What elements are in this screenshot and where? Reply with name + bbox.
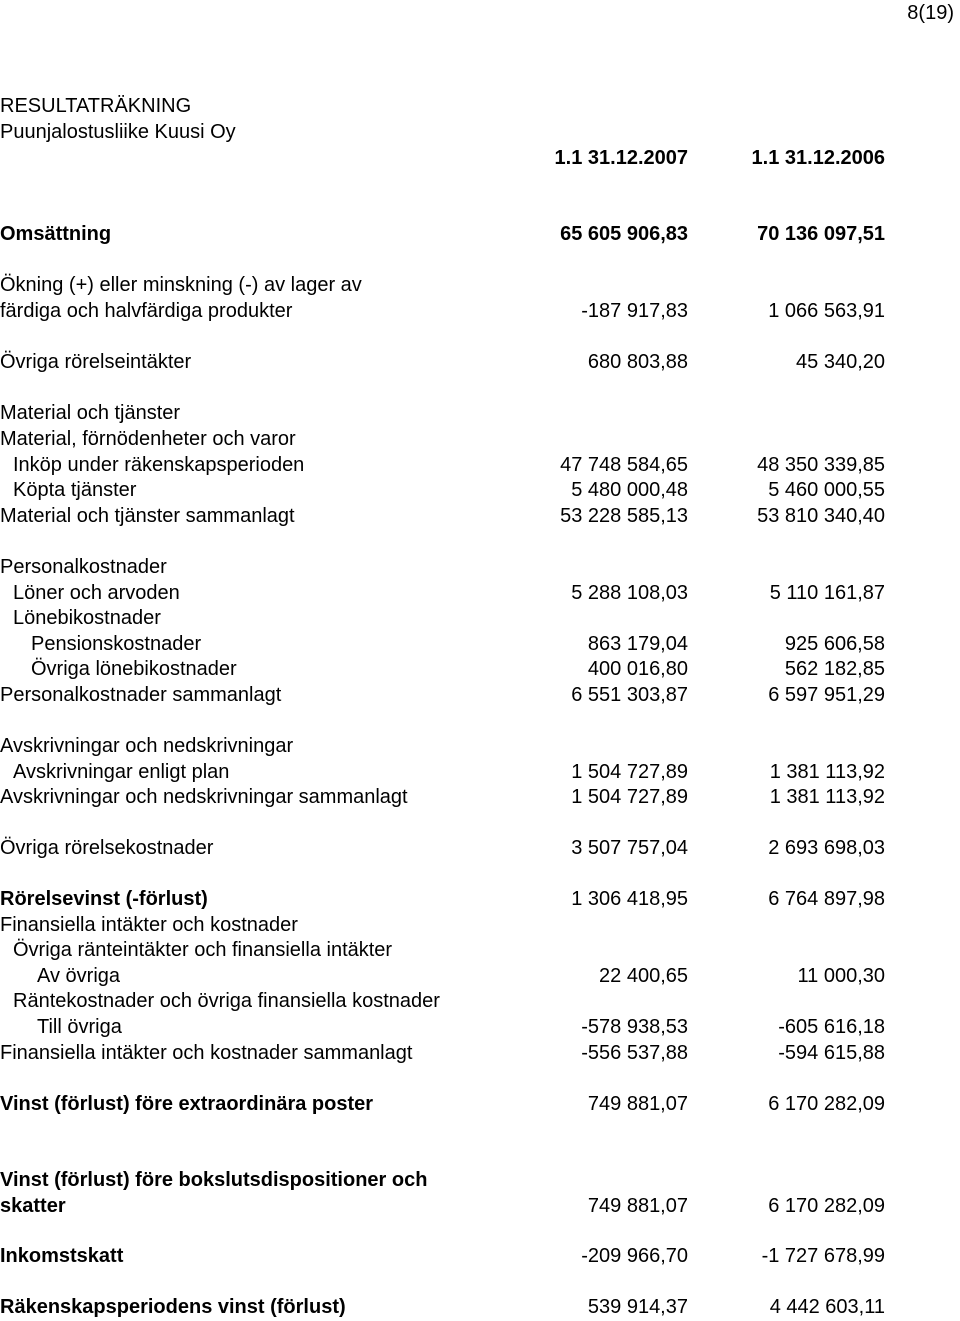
value-2007: 400 016,80 bbox=[587, 658, 688, 680]
row-vinst-fore-bokslut-heading bbox=[0, 1167, 900, 1193]
row-inkop bbox=[0, 452, 900, 478]
value-2007: 863 179,04 bbox=[587, 633, 688, 655]
row-lager-produkter bbox=[0, 298, 900, 324]
row-label: Övriga lönebikostnader bbox=[31, 658, 237, 680]
row-kopta-tjanster bbox=[0, 477, 900, 503]
row-label: Rörelsevinst (-förlust) bbox=[0, 888, 208, 910]
row-label: Pensionskostnader bbox=[31, 633, 202, 655]
row-label: Omsättning bbox=[0, 223, 112, 245]
row-avskrivningar-heading bbox=[0, 733, 900, 759]
row-label: skatter bbox=[0, 1195, 66, 1217]
value-2007: 47 748 584,65 bbox=[560, 454, 688, 476]
row-label: färdiga och halvfärdiga produkter bbox=[0, 300, 293, 322]
row-till-ovriga bbox=[0, 1014, 900, 1040]
row-av-ovriga bbox=[0, 963, 900, 989]
value-2007: 1 306 418,95 bbox=[571, 888, 688, 910]
row-ovriga-lonebikostnader bbox=[0, 656, 900, 682]
value-2007: 3 507 757,04 bbox=[571, 837, 688, 859]
row-material-varor bbox=[0, 426, 900, 452]
value-2006: -594 615,88 bbox=[778, 1042, 885, 1064]
value-2007: 65 605 906,83 bbox=[560, 223, 688, 245]
value-2006: 5 110 161,87 bbox=[769, 582, 885, 604]
row-lager-heading bbox=[0, 272, 900, 298]
row-finansiella-heading bbox=[0, 912, 900, 938]
value-2007: 6 551 303,87 bbox=[571, 684, 688, 706]
value-2006: 48 350 339,85 bbox=[757, 454, 885, 476]
value-2006: 11 000,30 bbox=[797, 965, 885, 987]
row-label: Till övriga bbox=[37, 1016, 122, 1038]
value-2006: 70 136 097,51 bbox=[757, 223, 885, 245]
row-label: Av övriga bbox=[37, 965, 121, 987]
value-2007: -209 966,70 bbox=[581, 1245, 688, 1267]
row-personal-heading bbox=[0, 554, 900, 580]
row-vinst-fore-bokslut bbox=[0, 1193, 900, 1219]
row-loner bbox=[0, 580, 900, 606]
page-number: 8(19) bbox=[907, 2, 954, 24]
row-label: Vinst (förlust) före bokslutsdispositioner och bbox=[0, 1169, 428, 1191]
value-2007: 53 228 585,13 bbox=[560, 505, 688, 527]
row-label: Avskrivningar och nedskrivningar sammanlagt bbox=[0, 786, 408, 808]
row-label: Finansiella intäkter och kostnader bbox=[0, 914, 298, 936]
row-label: Övriga ränteintäkter och finansiella intäkter bbox=[13, 939, 393, 961]
value-2007: 1 504 727,89 bbox=[571, 786, 688, 808]
row-personal-sammanlagt bbox=[0, 682, 900, 708]
value-2006: 925 606,58 bbox=[784, 633, 885, 655]
value-2007: 22 400,65 bbox=[599, 965, 688, 987]
row-label: Personalkostnader sammanlagt bbox=[0, 684, 282, 706]
row-label: Material och tjänster sammanlagt bbox=[0, 505, 295, 527]
value-2007: 5 288 108,03 bbox=[571, 582, 688, 604]
row-label: Ökning (+) eller minskning (-) av lager av bbox=[0, 274, 362, 296]
row-label: Avskrivningar enligt plan bbox=[13, 761, 230, 783]
row-label: Löner och arvoden bbox=[13, 582, 180, 604]
row-label: Räkenskapsperiodens vinst (förlust) bbox=[0, 1296, 346, 1318]
row-label: Material och tjänster bbox=[0, 402, 181, 424]
value-2006: 4 442 603,11 bbox=[769, 1296, 885, 1318]
row-material-sammanlagt bbox=[0, 503, 900, 529]
value-2006: 6 170 282,09 bbox=[768, 1093, 885, 1115]
value-2006: -1 727 678,99 bbox=[761, 1245, 885, 1267]
row-label: Avskrivningar och nedskrivningar bbox=[0, 735, 294, 757]
value-2006: 53 810 340,40 bbox=[757, 505, 885, 527]
value-2007: 5 480 000,48 bbox=[571, 479, 688, 501]
row-label: Personalkostnader bbox=[0, 556, 167, 578]
row-label: Räntekostnader och övriga finansiella kostnader bbox=[13, 990, 440, 1012]
value-2007: 749 881,07 bbox=[587, 1093, 688, 1115]
value-2006: 5 460 000,55 bbox=[768, 479, 885, 501]
value-2007: 1 504 727,89 bbox=[571, 761, 688, 783]
row-avskrivningar-plan bbox=[0, 759, 900, 785]
row-label: Köpta tjänster bbox=[13, 479, 137, 501]
row-label: Övriga rörelseintäkter bbox=[0, 351, 192, 373]
value-2007: 749 881,07 bbox=[587, 1195, 688, 1217]
row-lonebikostnader-heading bbox=[0, 605, 900, 631]
value-2006: 6 764 897,98 bbox=[768, 888, 885, 910]
row-label: Övriga rörelsekostnader bbox=[0, 837, 214, 859]
row-omsattning bbox=[0, 221, 900, 247]
row-material-heading bbox=[0, 400, 900, 426]
row-label: Finansiella intäkter och kostnader sammanlagt bbox=[0, 1042, 413, 1064]
value-2007: 539 914,37 bbox=[587, 1296, 688, 1318]
row-label: Inköp under räkenskapsperioden bbox=[13, 454, 305, 476]
row-ovriga-rorelseintakter bbox=[0, 349, 900, 375]
row-rantekostnader-heading bbox=[0, 988, 900, 1014]
row-finansiella-sammanlagt bbox=[0, 1040, 900, 1066]
row-rorelsevinst bbox=[0, 886, 900, 912]
company-name: Puunjalostusliike Kuusi Oy bbox=[0, 121, 236, 143]
value-2006: 562 182,85 bbox=[784, 658, 885, 680]
period-header-2006: 1.1 31.12.2006 bbox=[751, 147, 885, 169]
value-2006: -605 616,18 bbox=[778, 1016, 885, 1038]
value-2006: 1 381 113,92 bbox=[769, 786, 885, 808]
document-title: RESULTATRÄKNING bbox=[0, 95, 192, 117]
period-header-2007: 1.1 31.12.2007 bbox=[554, 147, 688, 169]
row-ovriga-rorelsekostnader bbox=[0, 835, 900, 861]
value-2006: 6 170 282,09 bbox=[768, 1195, 885, 1217]
row-pension bbox=[0, 631, 900, 657]
value-2007: 680 803,88 bbox=[587, 351, 688, 373]
row-label: Lönebikostnader bbox=[13, 607, 161, 629]
row-ranteintakter-heading bbox=[0, 937, 900, 963]
row-vinst-fore-extraordinara bbox=[0, 1091, 900, 1117]
row-inkomstskatt bbox=[0, 1243, 900, 1269]
value-2006: 6 597 951,29 bbox=[768, 684, 885, 706]
value-2006: 45 340,20 bbox=[796, 351, 885, 373]
value-2007: -556 537,88 bbox=[581, 1042, 688, 1064]
value-2007: -187 917,83 bbox=[581, 300, 688, 322]
row-label: Vinst (förlust) före extraordinära poster bbox=[0, 1093, 374, 1115]
row-avskrivningar-sammanlagt bbox=[0, 784, 900, 810]
row-label: Inkomstskatt bbox=[0, 1245, 124, 1267]
value-2006: 2 693 698,03 bbox=[768, 837, 885, 859]
row-rakenskapsperiodens-vinst bbox=[0, 1294, 900, 1320]
value-2007: -578 938,53 bbox=[581, 1016, 688, 1038]
row-label: Material, förnödenheter och varor bbox=[0, 428, 296, 450]
value-2006: 1 066 563,91 bbox=[768, 300, 885, 322]
value-2006: 1 381 113,92 bbox=[769, 761, 885, 783]
